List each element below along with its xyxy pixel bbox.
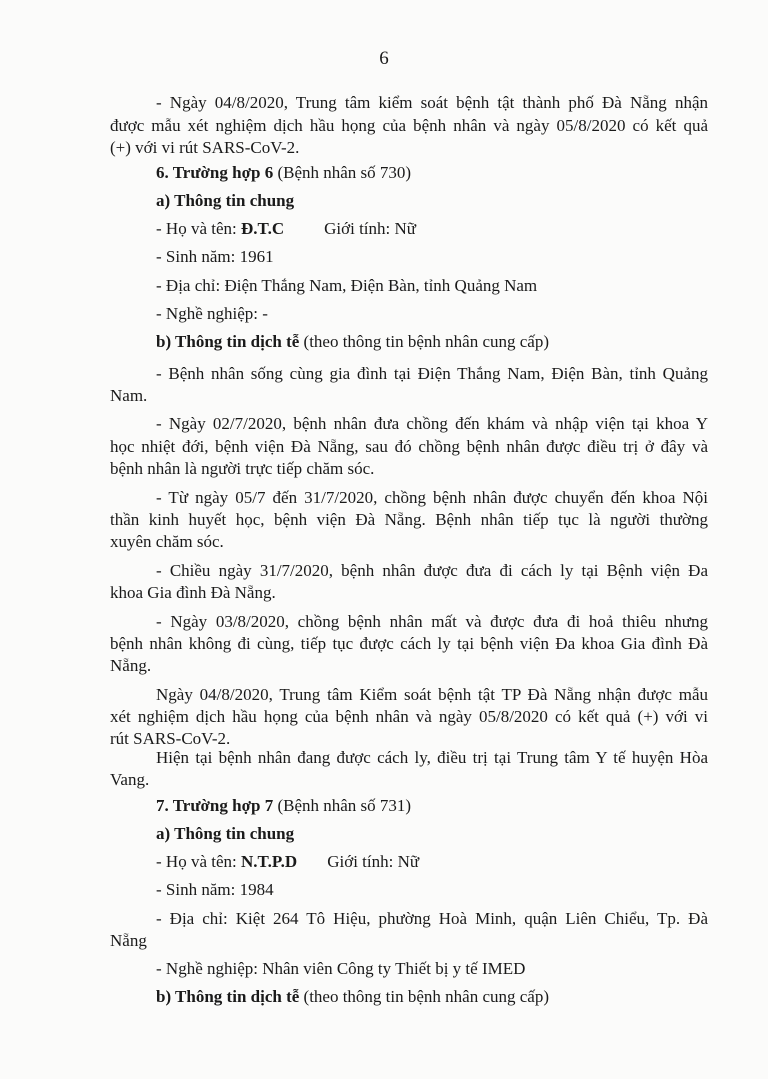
case-subtitle: (Bệnh nhân số 731)	[273, 796, 412, 815]
paragraph-line: Vang.	[110, 770, 150, 789]
paragraph-line: - Chiều ngày 31/7/2020, bệnh nhân được đưa đi cách ly tại Bệnh viện Đa	[156, 561, 708, 580]
birth-line: - Sinh năm: 1984	[156, 880, 274, 899]
case-subtitle: (Bệnh nhân số 730)	[273, 163, 412, 182]
page-number: 6	[379, 48, 389, 69]
paragraph-line: - Từ ngày 05/7 đến 31/7/2020, chồng bệnh nhân được chuyển đến khoa Nội	[156, 488, 708, 507]
section-heading	[156, 986, 549, 1008]
case-7-heading	[156, 795, 411, 817]
section-heading-note: (theo thông tin bệnh nhân cung cấp)	[299, 987, 550, 1006]
paragraph-line: xét nghiệm dịch hầu họng của bệnh nhân và ngày 05/8/2020 có kết quả (+) với vi	[110, 707, 708, 726]
birth-line: - Sinh năm: 1961	[156, 247, 274, 266]
gender-text: Giới tính: Nữ	[327, 852, 420, 871]
paragraph-line: rút SARS-CoV-2.	[110, 729, 231, 748]
paragraph-line: học nhiệt đới, bệnh viện Đà Nẵng, sau đó chồng bệnh nhân được điều trị ở đây và	[110, 437, 708, 456]
paragraph-line: bệnh nhân là người trực tiếp chăm sóc.	[110, 459, 375, 478]
paragraph-line: thần kinh huyết học, bệnh viện Đà Nẵng. Bệnh nhân tiếp tục là người thường	[110, 510, 708, 529]
paragraph-line: - Bệnh nhân sống cùng gia đình tại Điện Thắng Nam, Điện Bàn, tỉnh Quảng	[156, 364, 708, 383]
name-label: - Họ và tên:	[156, 219, 241, 238]
job-line: - Nghề nghiệp: -	[156, 304, 268, 323]
paragraph-line: (+) với vi rút SARS-CoV-2.	[110, 138, 300, 157]
patient-initials: Đ.T.C	[240, 219, 285, 238]
section-heading-text: a) Thông tin chung	[156, 824, 295, 843]
section-heading-note: (theo thông tin bệnh nhân cung cấp)	[299, 332, 550, 351]
paragraph-line: - Ngày 03/8/2020, chồng bệnh nhân mất và được đưa đi hoả thiêu nhưng	[156, 612, 708, 631]
paragraph-line: Nam.	[110, 386, 148, 405]
paragraph-line: xuyên chăm sóc.	[110, 532, 224, 551]
case-6-heading	[156, 162, 411, 184]
section-heading	[156, 823, 294, 845]
paragraph-line: - Ngày 02/7/2020, bệnh nhân đưa chồng đến khám và nhập viện tại khoa Y	[156, 414, 708, 433]
job-line: - Nghề nghiệp: Nhân viên Công ty Thiết bị y tế IMED	[156, 959, 526, 978]
address-line: Nẵng	[110, 931, 147, 950]
address-line: - Địa chỉ: Kiệt 264 Tô Hiệu, phường Hoà Minh, quận Liên Chiểu, Tp. Đà	[156, 909, 708, 928]
paragraph-line: được mẫu xét nghiệm dịch hầu họng của bệnh nhân và ngày 05/8/2020 có kết quả	[110, 116, 708, 135]
section-heading-text: a) Thông tin chung	[156, 191, 295, 210]
section-heading-text: b) Thông tin dịch tễ	[156, 987, 300, 1006]
case-title: 6. Trường hợp 6	[156, 163, 274, 182]
paragraph-line: Hiện tại bệnh nhân đang được cách ly, điều trị tại Trung tâm Y tế huyện Hòa	[156, 748, 708, 767]
paragraph-line: khoa Gia đình Đà Nẵng.	[110, 583, 276, 602]
name-line	[156, 218, 416, 240]
section-heading-text: b) Thông tin dịch tễ	[156, 332, 300, 351]
paragraph-line: Ngày 04/8/2020, Trung tâm Kiểm soát bệnh tật TP Đà Nẵng nhận được mẫu	[156, 685, 708, 704]
paragraph-line: Nẵng.	[110, 656, 152, 675]
case-title: 7. Trường hợp 7	[156, 796, 274, 815]
section-heading	[156, 331, 549, 353]
name-label: - Họ và tên:	[156, 852, 241, 871]
section-heading	[156, 190, 294, 212]
paragraph-line: - Ngày 04/8/2020, Trung tâm kiểm soát bệnh tật thành phố Đà Nẵng nhận	[156, 93, 708, 112]
gender-text: Giới tính: Nữ	[324, 219, 416, 238]
paragraph-line: bệnh nhân không đi cùng, tiếp tục được cách ly tại bệnh viện Đa khoa Gia đình Đà	[110, 634, 708, 653]
patient-initials: N.T.P.D	[240, 852, 298, 871]
address-line: - Địa chỉ: Điện Thắng Nam, Điện Bàn, tỉnh Quảng Nam	[156, 276, 538, 295]
name-line	[156, 851, 419, 873]
